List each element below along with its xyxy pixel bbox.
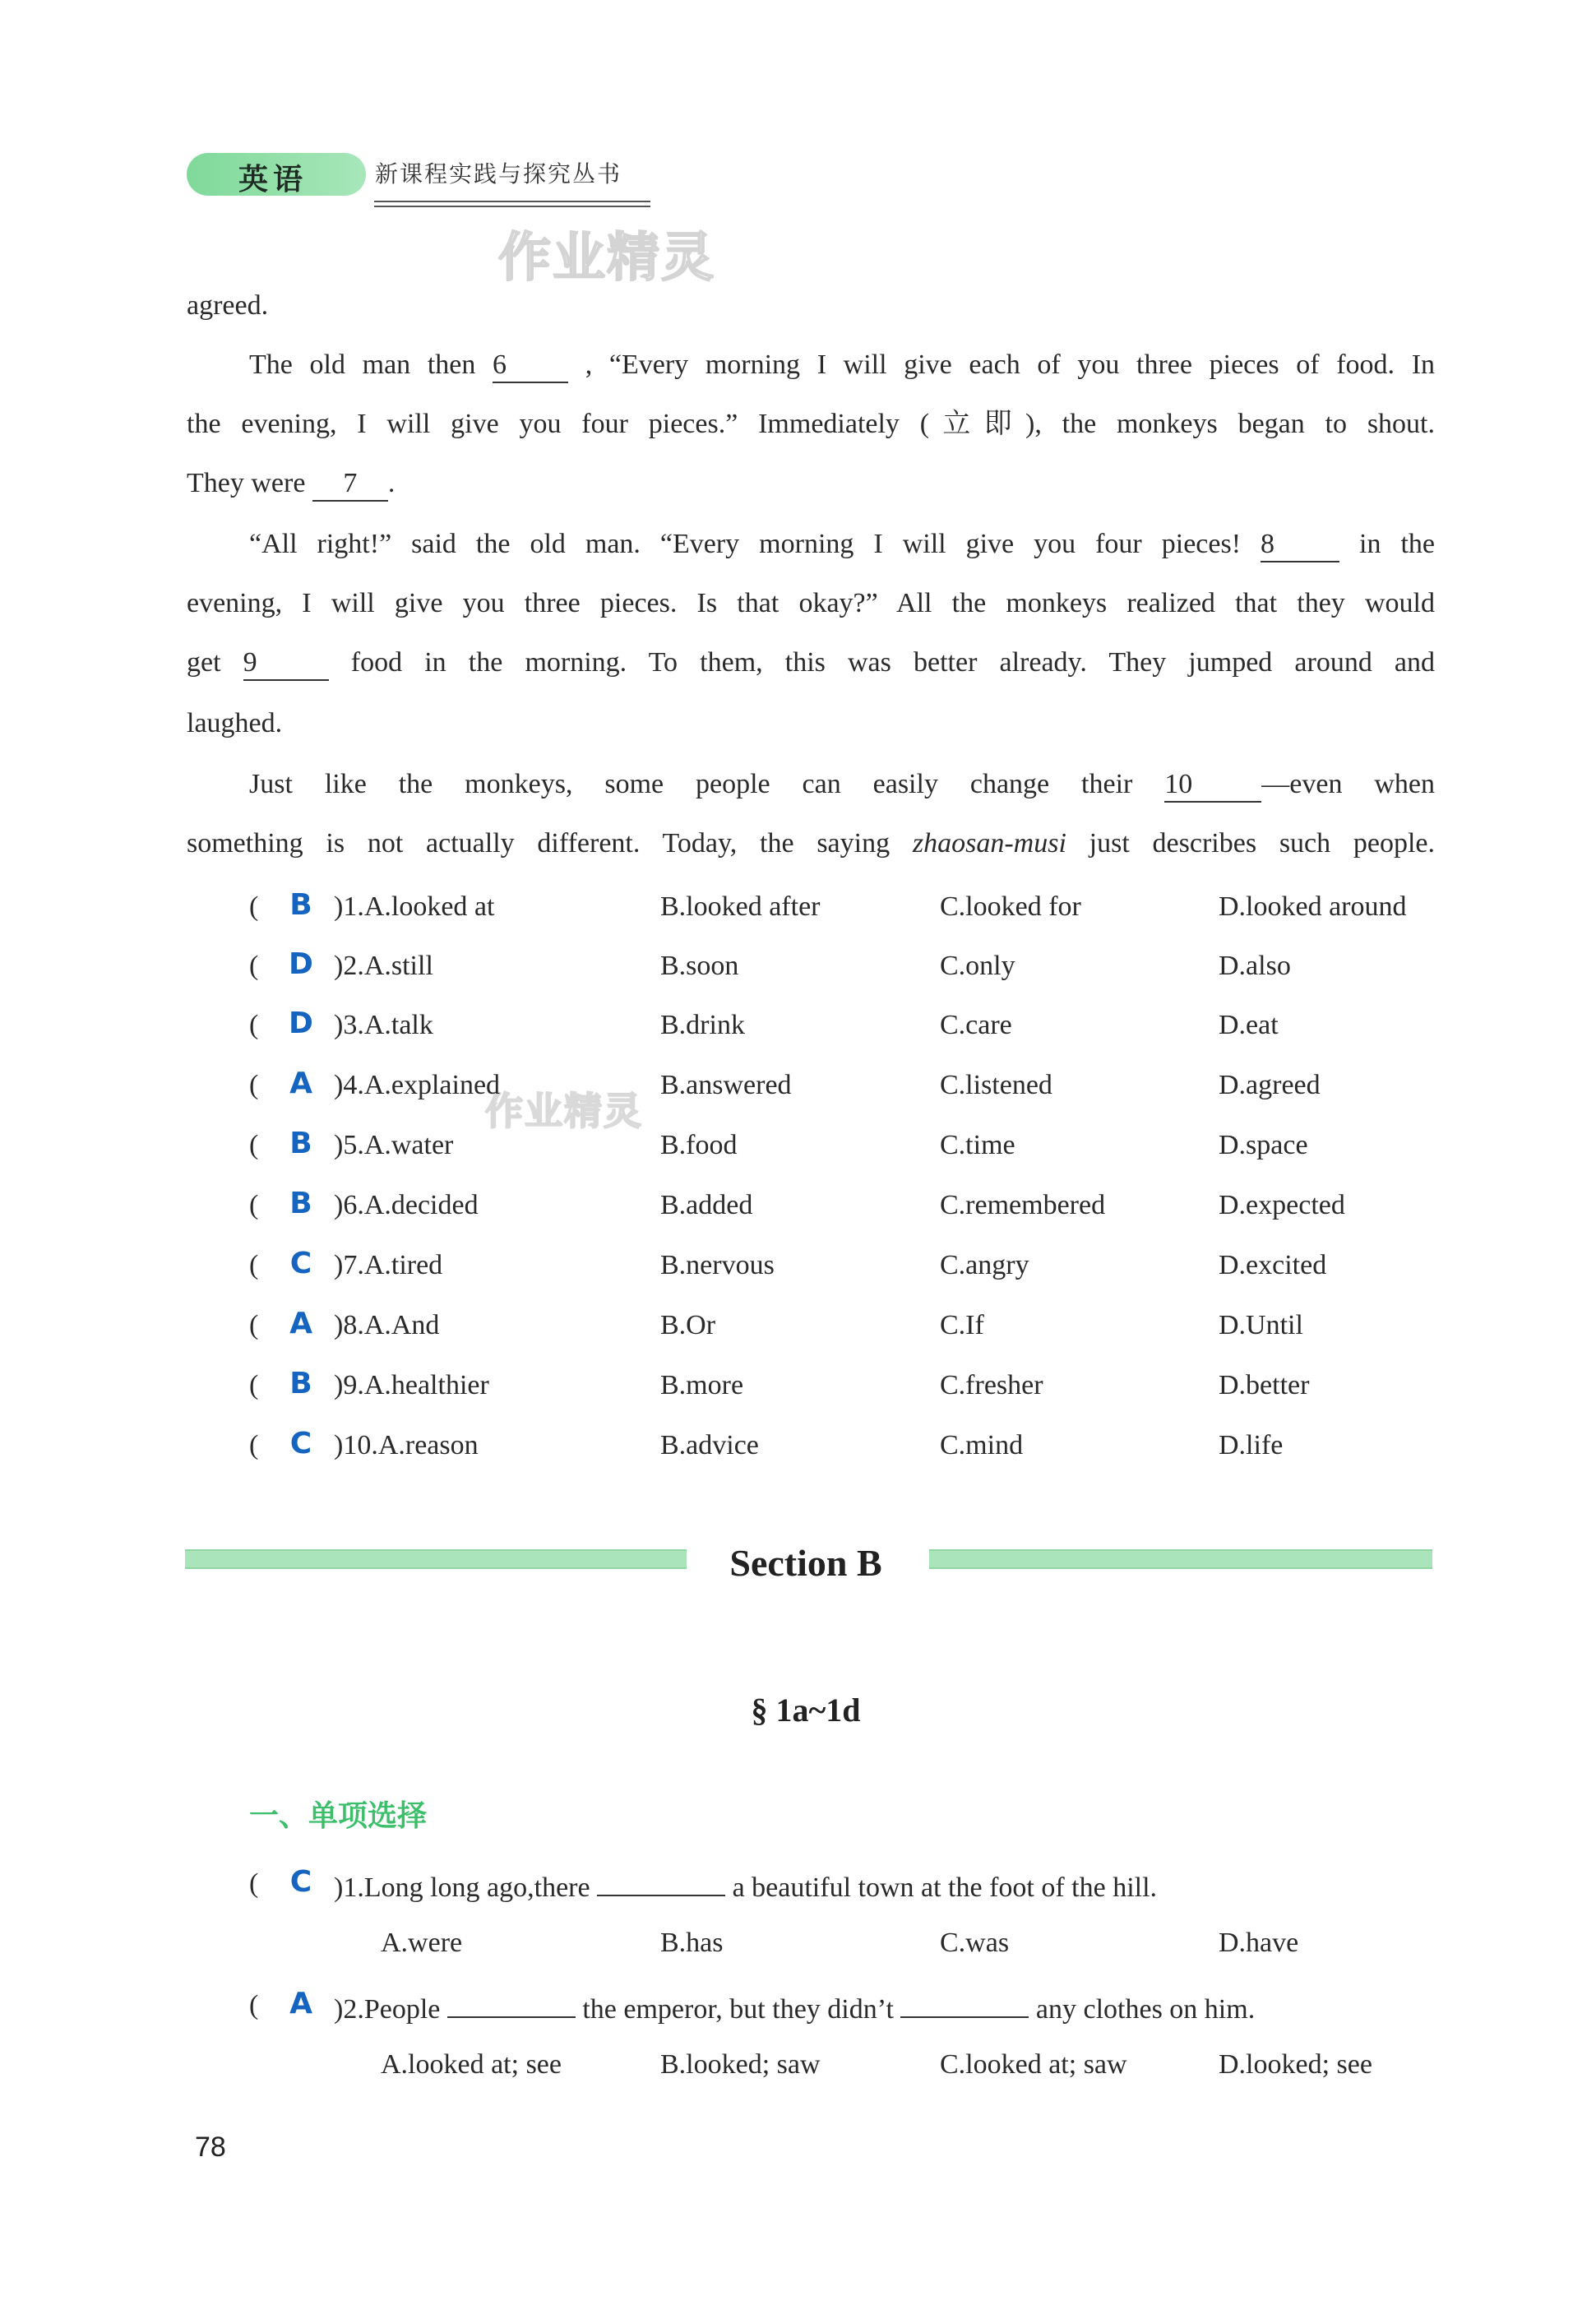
cloze-blank: 7 <box>312 467 388 502</box>
answer-mark: D <box>289 1007 313 1040</box>
subject-label: 英语 <box>238 163 308 197</box>
cloze-blank: 6 <box>493 349 568 383</box>
answer-mark: D <box>289 947 313 981</box>
answer-mark: B <box>289 1187 312 1220</box>
answer-mark: C <box>289 1865 312 1899</box>
watermark: 作业精灵 <box>498 228 715 289</box>
cloze-blank: 9 <box>243 646 329 681</box>
passage-line: get 9 food in the morning. To them, this was better already. They jumped around and <box>187 645 1435 681</box>
answer-mark: A <box>289 1987 312 2020</box>
passage-line: Just like the monkeys, some people can easily change their 10 —even when <box>249 766 1435 803</box>
subsection-title: § 1a~1d <box>751 1692 861 1729</box>
answer-mark: A <box>289 1307 312 1340</box>
passage-line: They were 7 . <box>187 465 1435 502</box>
answer-mark: B <box>289 1367 312 1400</box>
passage-line: “All right!” said the old man. “Every morning I will give you four pieces! 8 in the <box>249 526 1435 562</box>
part-heading: 一、单项选择 <box>249 1799 428 1833</box>
passage-line: laughed. <box>187 708 283 738</box>
section-title: Section B <box>729 1542 882 1584</box>
answer-mark: B <box>289 888 312 922</box>
header-rule <box>374 201 650 202</box>
passage-line: the evening, I will give you four pieces.” Immediately (立即), the monkeys began to shout. <box>187 409 1435 439</box>
page-number: 78 <box>195 2131 226 2163</box>
answer-blank <box>447 1987 576 2018</box>
answer-blank <box>900 1987 1029 2018</box>
answer-blank <box>597 1865 725 1896</box>
cloze-blank: 10 <box>1164 768 1261 803</box>
answer-mark: B <box>289 1127 312 1160</box>
header-rule <box>374 206 650 207</box>
cloze-blank: 8 <box>1261 528 1339 562</box>
answer-mark: C <box>289 1247 312 1280</box>
section-divider-right <box>929 1549 1432 1569</box>
answer-mark: C <box>289 1427 312 1460</box>
answer-mark: A <box>289 1067 312 1100</box>
passage-line: The old man then 6 , “Every morning I will give each of you three pieces of food. In <box>249 347 1435 383</box>
passage-line: something is not actually different. Today, the saying zhaosan-musi just describes such people. <box>187 828 1436 859</box>
series-title: 新课程实践与探究丛书 <box>375 160 622 187</box>
passage-line: agreed. <box>187 290 269 321</box>
section-divider-left <box>185 1549 687 1569</box>
passage-line: evening, I will give you three pieces. Is that okay?” All the monkeys realized that they would <box>187 588 1435 618</box>
watermark: 作业精灵 <box>485 1089 643 1133</box>
